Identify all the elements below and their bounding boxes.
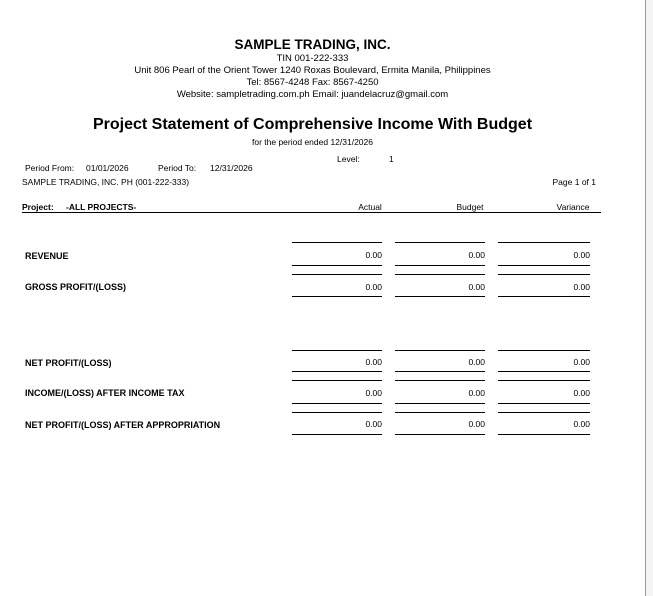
row-rule (395, 403, 485, 404)
row-label-revenue: REVENUE (25, 251, 69, 261)
row-rule (292, 265, 382, 266)
row-label-income-after-tax: INCOME/(LOSS) AFTER INCOME TAX (25, 388, 185, 398)
row-rule (292, 350, 382, 351)
page-number: Page 1 of 1 (552, 177, 596, 187)
cell-net-profit-actual: 0.00 (365, 357, 382, 367)
company-contact: Tel: 8567-4248 Fax: 8567-4250 (246, 77, 379, 88)
row-label-gross-profit: GROSS PROFIT/(LOSS) (25, 282, 127, 292)
company-web: Website: sampletrading.com.ph Email: juandelacruz@gmail.com (176, 89, 449, 100)
project-label: Project: (22, 202, 54, 212)
company-tin: TIN 001-222-333 (276, 53, 349, 64)
row-label-net-profit-appropriation: NET PROFIT/(LOSS) AFTER APPROPRIATION (25, 420, 221, 430)
viewer-scroll-gutter[interactable] (646, 0, 653, 596)
row-rule (498, 350, 590, 351)
row-rule (498, 412, 590, 413)
period-note: for the period ended 12/31/2026 (252, 137, 373, 147)
row-rule (292, 412, 382, 413)
cell-net-profit-appropriation-budget: 0.00 (468, 419, 485, 429)
period-to-value: 12/31/2026 (210, 163, 253, 173)
row-rule (498, 371, 590, 372)
cell-income-after-tax-budget: 0.00 (468, 388, 485, 398)
level-value: 1 (389, 154, 394, 164)
row-rule (395, 350, 485, 351)
row-rule (395, 371, 485, 372)
level-label: Level: (337, 154, 360, 164)
cell-net-profit-appropriation-variance: 0.00 (573, 419, 590, 429)
header-rule (22, 212, 601, 213)
row-rule (498, 296, 590, 297)
row-rule (292, 403, 382, 404)
row-rule (395, 412, 485, 413)
row-rule (498, 380, 590, 381)
cell-income-after-tax-actual: 0.00 (365, 388, 382, 398)
report-title: Project Statement of Comprehensive Income With Budget (92, 116, 533, 133)
row-rule (395, 242, 485, 243)
row-rule (498, 403, 590, 404)
row-rule (498, 242, 590, 243)
project-value: -ALL PROJECTS- (66, 202, 137, 212)
cell-gross-profit-actual: 0.00 (365, 282, 382, 292)
period-to-label: Period To: (158, 163, 197, 173)
cell-revenue-variance: 0.00 (573, 250, 590, 260)
row-rule (292, 242, 382, 243)
cell-revenue-budget: 0.00 (468, 250, 485, 260)
column-header-budget: Budget (456, 202, 484, 212)
cell-gross-profit-variance: 0.00 (573, 282, 590, 292)
row-rule (395, 296, 485, 297)
cell-net-profit-budget: 0.00 (468, 357, 485, 367)
row-rule (292, 274, 382, 275)
row-label-net-profit: NET PROFIT/(LOSS) (25, 358, 112, 368)
row-rule (498, 274, 590, 275)
period-from-value: 01/01/2026 (86, 163, 129, 173)
row-rule (395, 434, 485, 435)
row-rule (292, 371, 382, 372)
cell-net-profit-appropriation-actual: 0.00 (365, 419, 382, 429)
period-from-label: Period From: (25, 163, 75, 173)
row-rule (395, 380, 485, 381)
row-rule (292, 296, 382, 297)
entity-name: SAMPLE TRADING, INC. PH (001-222-333) (22, 177, 190, 187)
cell-gross-profit-budget: 0.00 (468, 282, 485, 292)
row-rule (395, 265, 485, 266)
cell-revenue-actual: 0.00 (365, 250, 382, 260)
column-header-actual: Actual (358, 202, 382, 212)
row-rule (292, 380, 382, 381)
row-rule (498, 434, 590, 435)
cell-income-after-tax-variance: 0.00 (573, 388, 590, 398)
row-rule (292, 434, 382, 435)
cell-net-profit-variance: 0.00 (573, 357, 590, 367)
column-header-variance: Variance (556, 202, 590, 212)
row-rule (395, 274, 485, 275)
company-name: SAMPLE TRADING, INC. (234, 37, 391, 52)
company-address: Unit 806 Pearl of the Orient Tower 1240 Roxas Boulevard, Ermita Manila, Philippines (134, 65, 491, 76)
row-rule (498, 265, 590, 266)
